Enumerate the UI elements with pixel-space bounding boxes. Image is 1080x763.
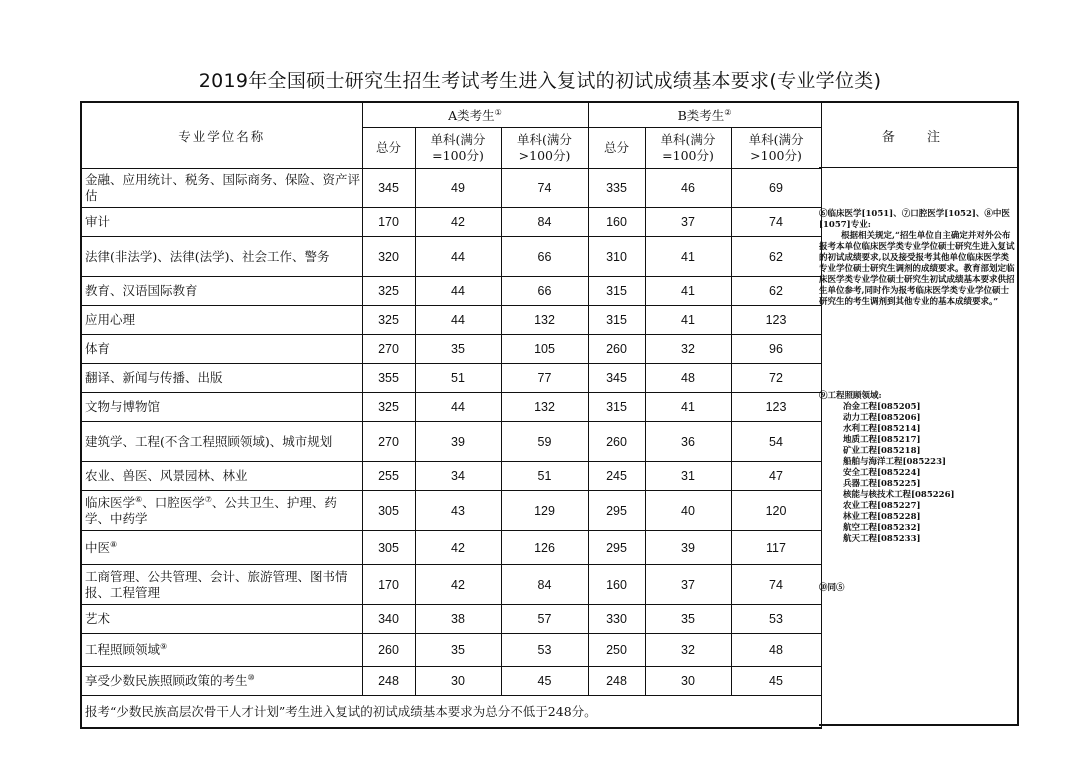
remark-note-clinical-body: 根据相关规定,“招生单位自主确定并对外公布报考本单位临床医学类专业学位硕士研究生进入复试的初试成绩要求,以及接受报考其他单位临床医学类专业学位硕士研究生调剂的成绩要求。教育部划定临床医学类专业学位硕士研究生初试成绩基本要求供招生单位参考,同时作为报考临床医学类专业学位硕士研究生的考生调剂到其他专业的基本成绩要求。” [819, 231, 1015, 307]
cell-a-total: 355 [362, 364, 415, 393]
cell-a-total: 320 [362, 237, 415, 277]
table-row [81, 634, 821, 667]
cell-b-total: 295 [588, 491, 645, 531]
cell-b-total: 310 [588, 237, 645, 277]
header-b-single-gt100: 单科(满分>100分) [731, 128, 821, 169]
cell-a-total: 170 [362, 208, 415, 237]
engineering-field-item: 水利工程[085214] [843, 424, 921, 434]
cell-b-s100: 41 [645, 277, 731, 306]
cell-a-sg100: 126 [501, 531, 588, 565]
cell-b-sg100: 48 [731, 634, 821, 667]
cell-b-total: 245 [588, 462, 645, 491]
cell-a-s100: 35 [415, 634, 501, 667]
cell-b-total: 295 [588, 531, 645, 565]
cell-a-sg100: 66 [501, 237, 588, 277]
header-b-total: 总分 [588, 128, 645, 169]
engineering-field-item: 农业工程[085227] [843, 501, 921, 511]
remark-note-engineering-head: ⑨工程照顾领域: [819, 391, 882, 401]
remark-note-clinical [819, 209, 1017, 308]
engineering-field-item: 林业工程[085228] [843, 512, 921, 522]
remarks-header: 备 注 [819, 103, 1017, 168]
cell-a-total: 270 [362, 422, 415, 462]
engineering-field-item: 船舶与海洋工程[085223] [843, 457, 947, 467]
table-row [81, 306, 821, 335]
cell-b-s100: 32 [645, 335, 731, 364]
cell-a-sg100: 77 [501, 364, 588, 393]
cell-b-sg100: 123 [731, 306, 821, 335]
cell-a-s100: 44 [415, 393, 501, 422]
cell-b-total: 335 [588, 169, 645, 208]
cell-b-s100: 41 [645, 237, 731, 277]
row-name: 艺术 [81, 605, 362, 634]
table-row [81, 208, 821, 237]
row-name: 享受少数民族照顾政策的考生⑩ [81, 667, 362, 696]
table-row [81, 565, 821, 605]
engineering-field-item: 航空工程[085232] [843, 523, 921, 533]
cell-a-s100: 44 [415, 306, 501, 335]
header-a-single-eq100: 单科(满分=100分) [415, 128, 501, 169]
engineering-field-item: 航天工程[085233] [843, 534, 921, 544]
table-row [81, 237, 821, 277]
cell-b-s100: 41 [645, 393, 731, 422]
cell-a-total: 325 [362, 393, 415, 422]
cell-b-total: 260 [588, 335, 645, 364]
remark-note-engineering [819, 391, 1017, 545]
cell-a-sg100: 74 [501, 169, 588, 208]
cell-b-sg100: 123 [731, 393, 821, 422]
cell-b-sg100: 72 [731, 364, 821, 393]
remarks-column [819, 101, 1019, 726]
cell-a-total: 325 [362, 306, 415, 335]
cell-b-total: 248 [588, 667, 645, 696]
cell-b-s100: 48 [645, 364, 731, 393]
cell-a-s100: 43 [415, 491, 501, 531]
table-row [81, 277, 821, 306]
cell-b-sg100: 96 [731, 335, 821, 364]
cell-b-s100: 30 [645, 667, 731, 696]
remark-note-clinical-head: ⑥临床医学[1051]、⑦口腔医学[1052]、⑧中医[1057]专业: [819, 209, 1010, 230]
header-a-total: 总分 [362, 128, 415, 169]
header-name-col: 专业学位名称 [81, 102, 362, 169]
table-row [81, 462, 821, 491]
cell-a-sg100: 105 [501, 335, 588, 364]
header-a-group: A类考生① [362, 102, 588, 128]
footnote: 报考“少数民族高层次骨干人才计划”考生进入复试的初试成绩基本要求为总分不低于248分。 [81, 696, 821, 728]
cell-b-sg100: 69 [731, 169, 821, 208]
cell-b-total: 345 [588, 364, 645, 393]
row-name: 工商管理、公共管理、会计、旅游管理、图书情报、工程管理 [81, 565, 362, 605]
row-name: 应用心理 [81, 306, 362, 335]
cell-b-s100: 31 [645, 462, 731, 491]
engineering-field-item: 地质工程[085217] [843, 435, 921, 445]
table-row [81, 491, 821, 531]
cell-b-sg100: 117 [731, 531, 821, 565]
cell-b-total: 160 [588, 208, 645, 237]
table-row [81, 605, 821, 634]
cell-b-total: 330 [588, 605, 645, 634]
row-name: 建筑学、工程(不含工程照顾领域)、城市规划 [81, 422, 362, 462]
cell-b-sg100: 62 [731, 277, 821, 306]
cell-a-sg100: 132 [501, 306, 588, 335]
cell-b-total: 160 [588, 565, 645, 605]
cell-b-total: 250 [588, 634, 645, 667]
cell-b-s100: 41 [645, 306, 731, 335]
page-title: 2019年全国硕士研究生招生考试考生进入复试的初试成绩基本要求(专业学位类) [198, 70, 882, 92]
cell-b-s100: 35 [645, 605, 731, 634]
row-name: 体育 [81, 335, 362, 364]
cell-a-sg100: 59 [501, 422, 588, 462]
cell-b-s100: 46 [645, 169, 731, 208]
row-name: 临床医学⑥、口腔医学⑦、公共卫生、护理、药学、中药学 [81, 491, 362, 531]
cell-a-total: 248 [362, 667, 415, 696]
header-b-single-eq100: 单科(满分=100分) [645, 128, 731, 169]
cell-a-total: 340 [362, 605, 415, 634]
cell-b-s100: 37 [645, 208, 731, 237]
cell-b-s100: 37 [645, 565, 731, 605]
cell-a-s100: 44 [415, 237, 501, 277]
row-name: 法律(非法学)、法律(法学)、社会工作、警务 [81, 237, 362, 277]
cell-a-total: 325 [362, 277, 415, 306]
cell-a-s100: 44 [415, 277, 501, 306]
cell-a-total: 305 [362, 491, 415, 531]
cell-b-s100: 32 [645, 634, 731, 667]
row-name: 金融、应用统计、税务、国际商务、保险、资产评估 [81, 169, 362, 208]
cell-b-total: 315 [588, 306, 645, 335]
cell-a-s100: 42 [415, 208, 501, 237]
cell-b-sg100: 53 [731, 605, 821, 634]
score-table [80, 101, 822, 729]
cell-a-s100: 34 [415, 462, 501, 491]
table-row [81, 667, 821, 696]
cell-b-sg100: 54 [731, 422, 821, 462]
cell-a-sg100: 84 [501, 565, 588, 605]
cell-b-sg100: 120 [731, 491, 821, 531]
cell-a-total: 305 [362, 531, 415, 565]
table-row [81, 169, 821, 208]
cell-a-sg100: 51 [501, 462, 588, 491]
row-name: 工程照顾领域⑨ [81, 634, 362, 667]
table-row [81, 393, 821, 422]
cell-a-s100: 38 [415, 605, 501, 634]
cell-a-sg100: 53 [501, 634, 588, 667]
engineering-field-item: 安全工程[085224] [843, 468, 921, 478]
cell-b-s100: 40 [645, 491, 731, 531]
cell-a-sg100: 84 [501, 208, 588, 237]
row-name: 文物与博物馆 [81, 393, 362, 422]
engineering-field-item: 兵器工程[085225] [843, 479, 921, 489]
table-row [81, 364, 821, 393]
engineering-field-item: 动力工程[085206] [843, 413, 921, 423]
table-row [81, 335, 821, 364]
cell-a-sg100: 45 [501, 667, 588, 696]
cell-b-total: 315 [588, 393, 645, 422]
engineering-field-item: 冶金工程[085205] [843, 402, 921, 412]
cell-a-s100: 49 [415, 169, 501, 208]
engineering-field-item: 矿业工程[085218] [843, 446, 921, 456]
row-name: 翻译、新闻与传播、出版 [81, 364, 362, 393]
cell-a-sg100: 129 [501, 491, 588, 531]
row-name: 审计 [81, 208, 362, 237]
cell-a-sg100: 132 [501, 393, 588, 422]
header-a-single-gt100: 单科(满分>100分) [501, 128, 588, 169]
cell-a-s100: 35 [415, 335, 501, 364]
cell-a-sg100: 66 [501, 277, 588, 306]
cell-b-sg100: 45 [731, 667, 821, 696]
cell-a-total: 260 [362, 634, 415, 667]
cell-b-sg100: 74 [731, 565, 821, 605]
header-b-group: B类考生② [588, 102, 821, 128]
row-name: 教育、汉语国际教育 [81, 277, 362, 306]
remark-note-minority: ⑩同⑤ [819, 583, 845, 593]
cell-a-total: 270 [362, 335, 415, 364]
cell-b-total: 260 [588, 422, 645, 462]
cell-b-s100: 36 [645, 422, 731, 462]
row-name: 农业、兽医、风景园林、林业 [81, 462, 362, 491]
cell-a-s100: 30 [415, 667, 501, 696]
cell-b-sg100: 47 [731, 462, 821, 491]
cell-a-total: 345 [362, 169, 415, 208]
cell-a-total: 255 [362, 462, 415, 491]
cell-a-s100: 42 [415, 565, 501, 605]
table-row [81, 422, 821, 462]
cell-b-sg100: 62 [731, 237, 821, 277]
cell-a-s100: 39 [415, 422, 501, 462]
cell-a-sg100: 57 [501, 605, 588, 634]
cell-b-s100: 39 [645, 531, 731, 565]
cell-b-sg100: 74 [731, 208, 821, 237]
table-row [81, 531, 821, 565]
cell-a-total: 170 [362, 565, 415, 605]
cell-b-total: 315 [588, 277, 645, 306]
engineering-field-item: 核能与核技术工程[085226] [843, 490, 955, 500]
cell-a-s100: 42 [415, 531, 501, 565]
row-name: 中医⑧ [81, 531, 362, 565]
cell-a-s100: 51 [415, 364, 501, 393]
